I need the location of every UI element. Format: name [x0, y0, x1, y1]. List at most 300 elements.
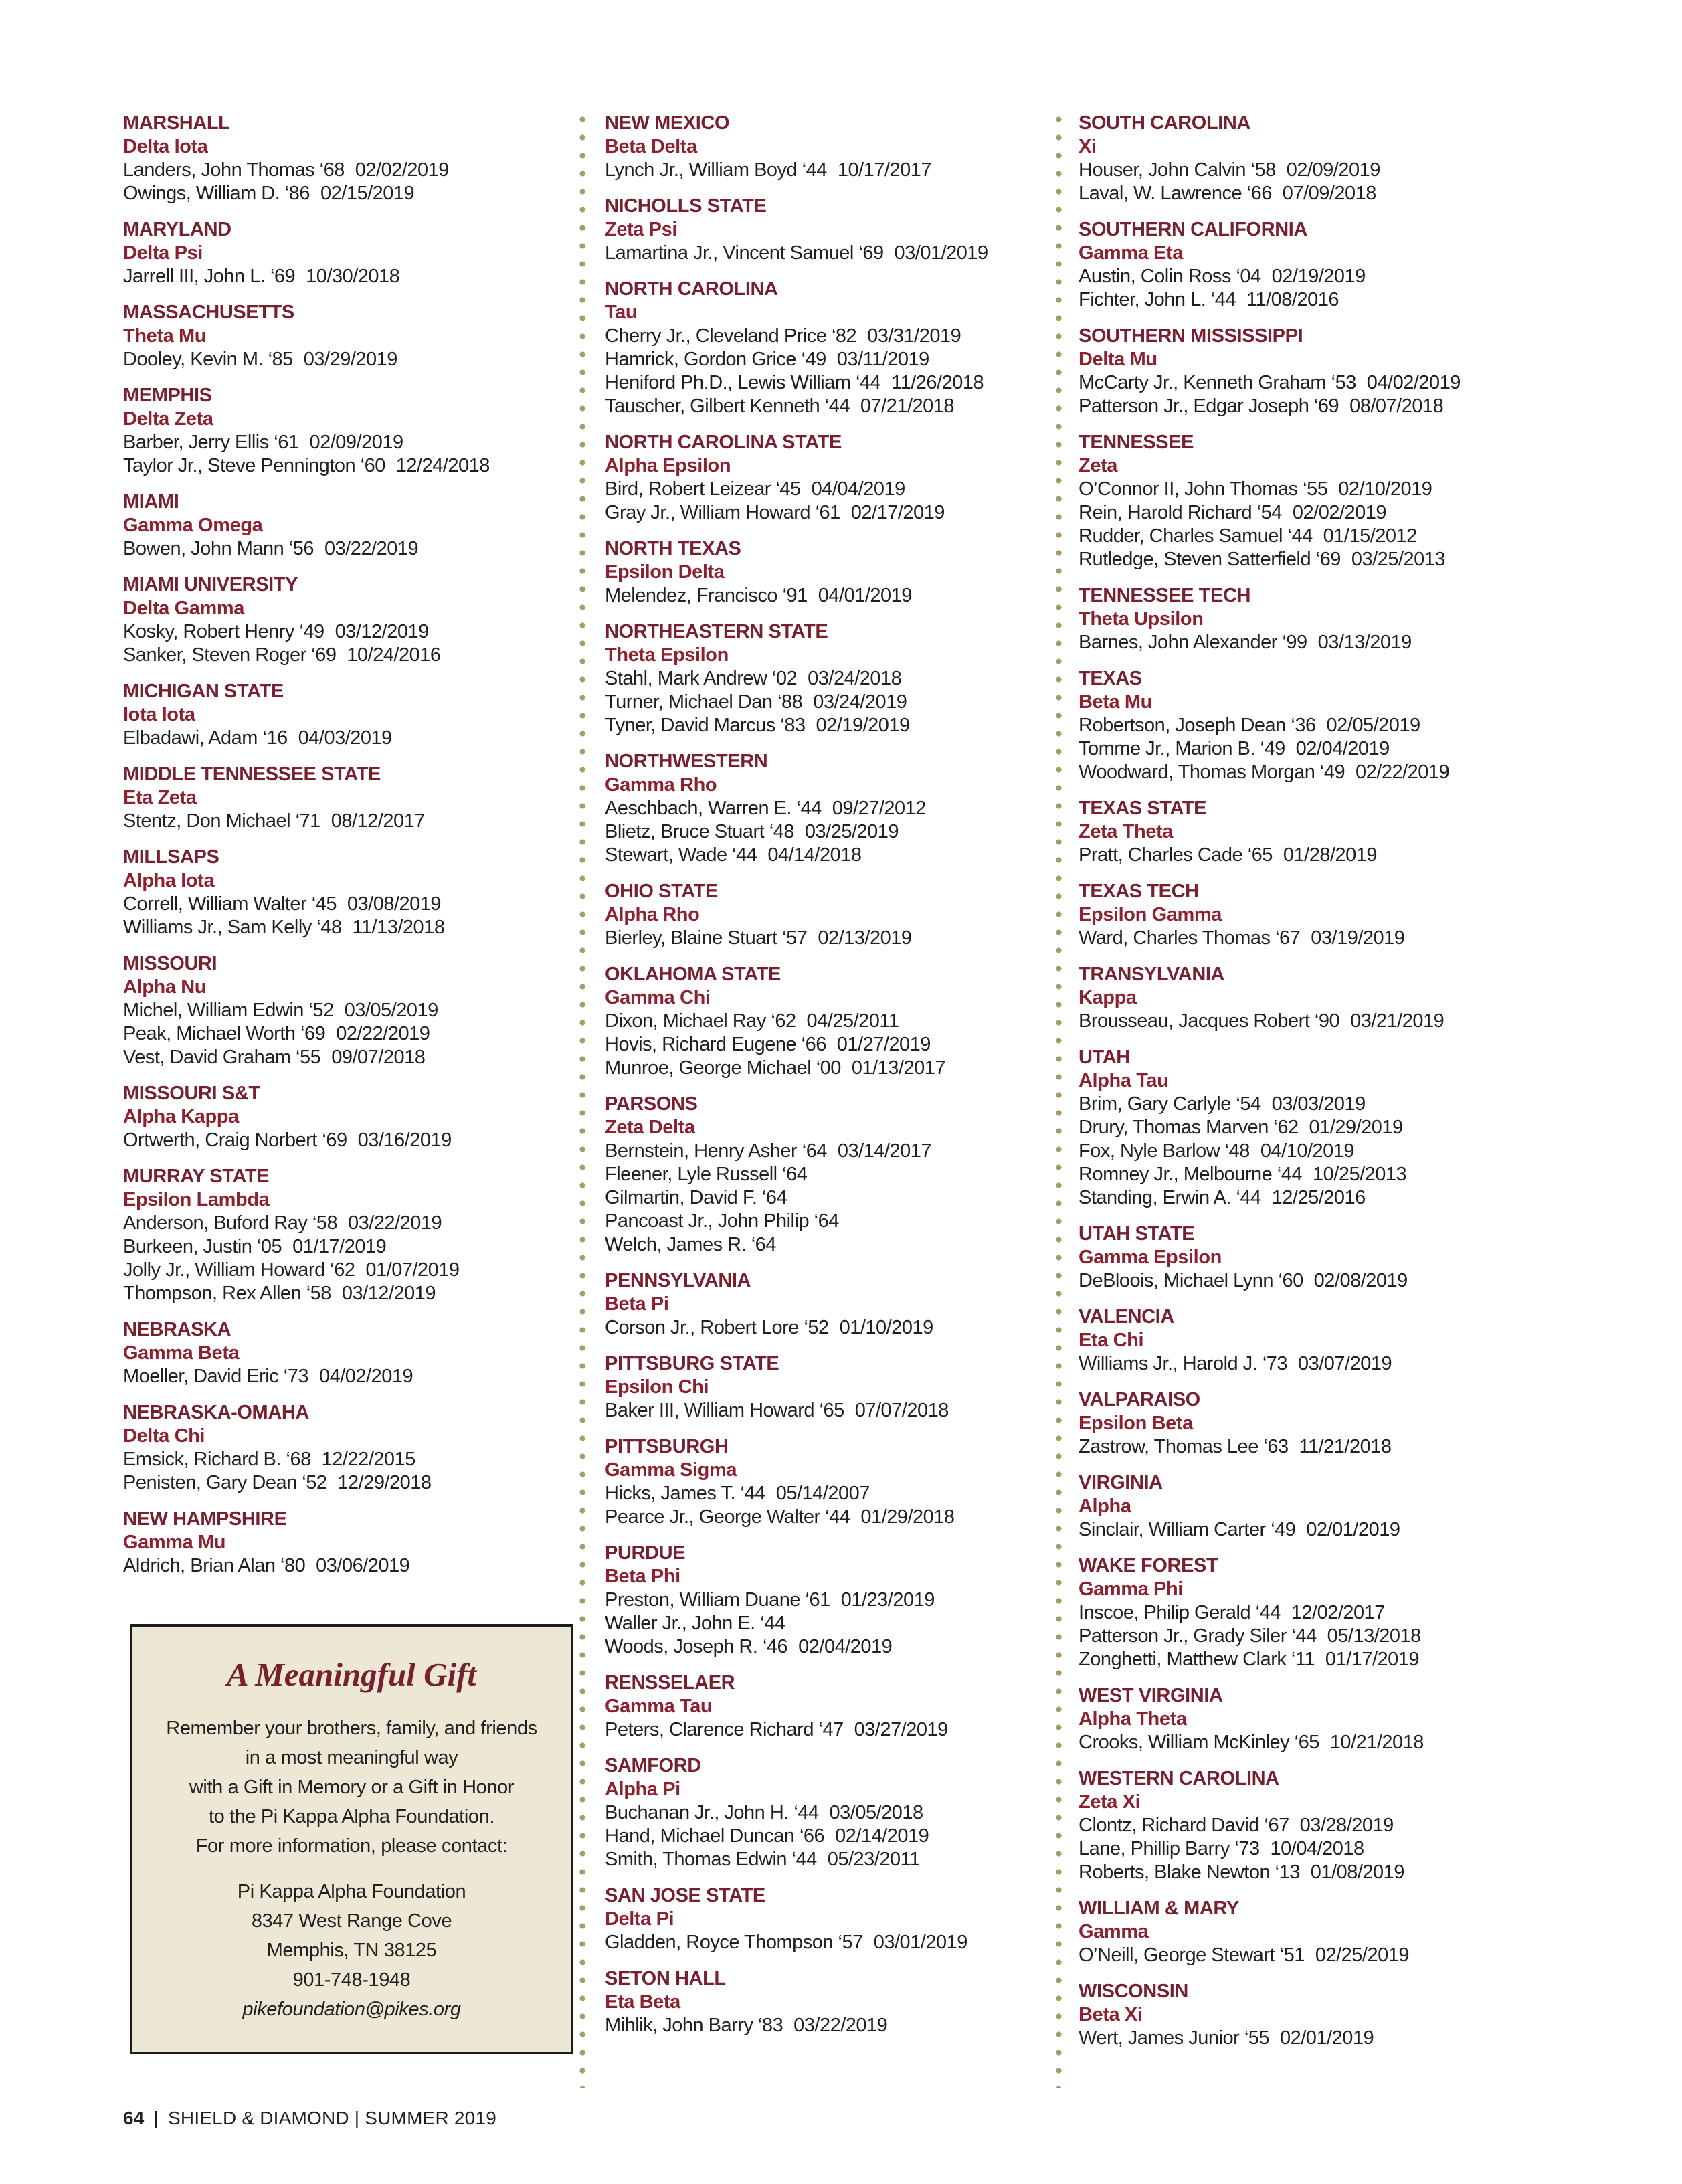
member-death-date: 01/07/2019 [365, 1259, 460, 1281]
school-name: NEBRASKA-OMAHA [123, 1402, 309, 1423]
chapter-section [605, 195, 1058, 265]
page-number: 64 [123, 2108, 145, 2128]
member-name: Fox, Nyle Barlow ‘48 [1079, 1140, 1250, 1162]
member-death-date: 05/23/2011 [827, 1849, 920, 1870]
gift-box-body-line: For more information, please contact: [195, 1835, 508, 1857]
member-row [1079, 1648, 1531, 1671]
member-row [1079, 844, 1531, 867]
chapter-name: Theta Mu [123, 325, 207, 347]
gift-box-contact [146, 1877, 557, 1995]
gift-box-body [146, 1714, 557, 1861]
chapter-name: Iota Iota [123, 704, 195, 725]
chapter-section [1079, 963, 1531, 1033]
school-name: MASSACHUSETTS [123, 302, 294, 323]
member-death-date: 03/21/2019 [1350, 1010, 1444, 1032]
member-name: Preston, William Duane ‘61 [605, 1589, 830, 1611]
member-name: Ward, Charles Thomas ‘67 [1079, 927, 1301, 949]
member-death-date: 07/07/2018 [854, 1400, 949, 1421]
chapter-name: Xi [1079, 136, 1097, 157]
chapter-section [1079, 1684, 1531, 1754]
school-name: UTAH STATE [1079, 1223, 1195, 1245]
member-name: Williams Jr., Harold J. ‘73 [1079, 1353, 1288, 1374]
member-death-date: 03/31/2019 [867, 325, 961, 347]
member-name: Jarrell III, John L. ‘69 [123, 266, 296, 287]
member-death-date: 03/22/2019 [324, 538, 419, 559]
member-row [1079, 1861, 1531, 1884]
chapter-name: Alpha Pi [605, 1779, 680, 1800]
member-death-date: 02/02/2019 [355, 159, 449, 181]
chapter-section [1079, 880, 1531, 950]
chapter-section [123, 763, 583, 833]
member-name: Gladden, Royce Thompson ‘57 [605, 1932, 863, 1953]
chapter-name: Alpha Iota [123, 870, 215, 891]
school-name: WAKE FOREST [1079, 1555, 1218, 1576]
member-row [1079, 1010, 1531, 1033]
member-death-date: 02/22/2019 [336, 1023, 430, 1044]
member-name: Hamrick, Gordon Grice ‘49 [605, 349, 826, 370]
member-name: Smith, Thomas Edwin ‘44 [605, 1849, 817, 1870]
chapter-name: Delta Pi [605, 1908, 674, 1930]
school-name: WISCONSIN [1079, 1981, 1188, 2002]
member-death-date: 03/22/2019 [348, 1212, 442, 1234]
school-name: MISSOURI S&T [123, 1083, 260, 1104]
chapter-name: Theta Epsilon [605, 644, 729, 666]
member-row [1079, 1625, 1531, 1648]
member-death-date: 02/17/2019 [850, 502, 945, 523]
member-row [1079, 1093, 1531, 1116]
member-name: Heniford Ph.D., Lewis William ‘44 [605, 372, 881, 393]
member-name: Mihlik, John Barry ‘83 [605, 2015, 783, 2036]
member-row [1079, 1814, 1531, 1837]
member-death-date: 04/25/2011 [806, 1010, 899, 1032]
member-name: Bowen, John Mann ‘56 [123, 538, 314, 559]
chapter-name: Delta Chi [123, 1425, 205, 1447]
member-death-date: 02/19/2019 [1271, 266, 1366, 287]
member-row [1079, 1837, 1531, 1861]
member-death-date: 03/01/2019 [873, 1932, 967, 1953]
chapter-section [1079, 1554, 1531, 1671]
member-name: Anderson, Buford Ray ‘58 [123, 1212, 338, 1234]
member-name: Sanker, Steven Roger ‘69 [123, 644, 337, 666]
school-name: TEXAS STATE [1079, 798, 1207, 819]
school-name: MEMPHIS [123, 385, 212, 406]
school-name: UTAH [1079, 1046, 1130, 1068]
chapter-name: Tau [605, 302, 638, 323]
member-death-date: 01/13/2017 [851, 1057, 946, 1079]
member-death-date: 12/25/2016 [1271, 1187, 1366, 1208]
school-name: VALENCIA [1079, 1306, 1174, 1328]
school-name: PITTSBURG STATE [605, 1353, 779, 1374]
member-death-date: 07/21/2018 [860, 395, 955, 417]
member-name: Laval, W. Lawrence ‘66 [1079, 183, 1272, 204]
member-name: Kosky, Robert Henry ‘49 [123, 621, 324, 642]
member-name: Aeschbach, Warren E. ‘44 [605, 798, 822, 819]
chapter-section [123, 846, 583, 939]
school-name: WESTERN CAROLINA [1079, 1768, 1279, 1789]
member-row [123, 454, 583, 478]
school-name: VIRGINIA [1079, 1472, 1163, 1493]
member-death-date: 10/24/2016 [347, 644, 441, 666]
member-death-date: 02/10/2019 [1338, 478, 1432, 500]
chapter-section [605, 1093, 1058, 1257]
member-row [123, 1046, 583, 1069]
member-death-date: 08/07/2018 [1349, 395, 1444, 417]
member-name: Tomme Jr., Marion B. ‘49 [1079, 738, 1285, 759]
member-name: Landers, John Thomas ‘68 [123, 159, 345, 181]
chapter-name: Gamma Epsilon [1079, 1247, 1222, 1268]
member-name: Stentz, Don Michael ‘71 [123, 810, 320, 832]
chapter-section [123, 1165, 583, 1305]
chapter-name: Eta Beta [605, 1991, 680, 2013]
member-death-date: 03/13/2019 [1317, 632, 1412, 653]
member-name: Michel, William Edwin ‘52 [123, 1000, 334, 1021]
member-row [605, 1588, 1058, 1612]
member-name: Moeller, David Eric ‘73 [123, 1366, 308, 1387]
member-name: Lamartina Jr., Vincent Samuel ‘69 [605, 242, 884, 264]
member-row [605, 714, 1058, 737]
member-death-date: 01/15/2012 [1323, 525, 1417, 547]
member-death-date: 05/13/2018 [1327, 1625, 1421, 1647]
member-name: Corson Jr., Robert Lore ‘52 [605, 1317, 829, 1338]
member-row [605, 2014, 1058, 2037]
member-name: Patterson Jr., Edgar Joseph ‘69 [1079, 395, 1339, 417]
chapter-name: Alpha Tau [1079, 1070, 1169, 1091]
school-name: SOUTHERN MISSISSIPPI [1079, 325, 1303, 347]
chapter-section [605, 1269, 1058, 1340]
member-name: Tyner, David Marcus ‘83 [605, 715, 806, 736]
member-name: Dixon, Michael Ray ‘62 [605, 1010, 796, 1032]
member-death-date: 03/24/2018 [808, 668, 902, 689]
chapter-name: Delta Mu [1079, 349, 1157, 370]
member-death-date: 12/02/2017 [1291, 1602, 1385, 1623]
member-name: Baker III, William Howard ‘65 [605, 1400, 844, 1421]
chapter-name: Delta Zeta [123, 408, 213, 430]
member-death-date: 03/14/2017 [837, 1140, 932, 1162]
member-death-date: 04/02/2019 [1366, 372, 1461, 393]
member-name: Zastrow, Thomas Lee ‘63 [1079, 1436, 1289, 1457]
member-name: Aldrich, Brian Alan ‘80 [123, 1555, 306, 1576]
chapter-section [123, 301, 583, 371]
member-name: Taylor Jr., Steve Pennington ‘60 [123, 455, 385, 476]
chapter-section [1079, 325, 1531, 418]
member-name: Pancoast Jr., John Philip ‘64 [605, 1210, 839, 1232]
member-death-date: 11/26/2018 [891, 372, 984, 393]
member-name: Wert, James Junior ‘55 [1079, 2027, 1270, 2049]
member-name: Houser, John Calvin ‘58 [1079, 159, 1276, 181]
member-name: Gray Jr., William Howard ‘61 [605, 502, 840, 523]
member-row [123, 1365, 583, 1388]
dotted-column-divider [579, 110, 585, 2088]
school-name: WILLIAM & MARY [1079, 1898, 1239, 1919]
member-death-date: 09/27/2012 [832, 798, 926, 819]
member-death-date: 03/01/2019 [894, 242, 988, 264]
school-name: NORTHWESTERN [605, 751, 768, 772]
member-row [605, 691, 1058, 714]
school-name: SAN JOSE STATE [605, 1885, 765, 1906]
member-row [1079, 1601, 1531, 1625]
school-name: PURDUE [605, 1542, 686, 1564]
member-row [605, 1163, 1058, 1186]
chapter-section [605, 112, 1058, 182]
member-row [123, 1129, 583, 1152]
member-death-date: 02/13/2019 [818, 927, 912, 949]
chapter-name: Gamma Tau [605, 1696, 713, 1717]
member-row [605, 501, 1058, 525]
footer-separator: | [153, 2108, 159, 2128]
member-death-date: 04/02/2019 [318, 1366, 413, 1387]
member-death-date: 02/15/2019 [320, 183, 415, 204]
chapter-name: Gamma [1079, 1921, 1149, 1942]
school-name: MIAMI UNIVERSITY [123, 574, 298, 596]
member-death-date: 02/09/2019 [1286, 159, 1380, 181]
member-row [1079, 548, 1531, 571]
member-row [605, 348, 1058, 371]
chapter-section [123, 573, 583, 667]
chapter-name: Zeta Theta [1079, 821, 1174, 842]
chapter-section [605, 1671, 1058, 1742]
member-row [123, 159, 583, 182]
member-name: Bernstein, Henry Asher ‘64 [605, 1140, 827, 1162]
chapter-name: Epsilon Beta [1079, 1413, 1193, 1434]
member-death-date: 10/25/2013 [1313, 1164, 1407, 1185]
member-name: Emsick, Richard B. ‘68 [123, 1449, 311, 1470]
member-death-date: 02/25/2019 [1315, 1944, 1409, 1966]
chapter-name: Eta Chi [1079, 1330, 1144, 1351]
member-name: Stahl, Mark Andrew ‘02 [605, 668, 798, 689]
member-row [605, 1140, 1058, 1163]
member-name: Zonghetti, Matthew Clark ‘11 [1079, 1649, 1315, 1670]
member-name: Sinclair, William Carter ‘49 [1079, 1519, 1296, 1540]
chapter-name: Alpha Rho [605, 904, 700, 925]
school-name: NICHOLLS STATE [605, 195, 767, 217]
member-row [123, 1235, 583, 1259]
member-death-date: 12/24/2018 [395, 455, 490, 476]
chapter-name: Gamma Rho [605, 774, 717, 796]
member-death-date: 10/17/2017 [837, 159, 932, 181]
member-name: Austin, Colin Ross ‘04 [1079, 266, 1261, 287]
member-death-date: 01/29/2019 [1309, 1117, 1403, 1138]
gift-box-title: A Meaningful Gift [226, 1656, 477, 1693]
member-row [605, 584, 1058, 608]
chapter-section [123, 1318, 583, 1388]
chapter-name: Gamma Beta [123, 1342, 240, 1364]
chapter-name: Epsilon Gamma [1079, 904, 1222, 925]
member-name: Bierley, Blaine Stuart ‘57 [605, 927, 808, 949]
school-name: MIAMI [123, 491, 179, 513]
member-name: Burkeen, Justin ‘05 [123, 1236, 282, 1257]
school-name: PITTSBURGH [605, 1436, 729, 1457]
member-death-date: 03/27/2019 [854, 1719, 948, 1740]
school-name: TEXAS [1079, 668, 1142, 689]
member-row [1079, 761, 1531, 784]
chapter-section [605, 278, 1058, 418]
chapter-section [605, 963, 1058, 1080]
chapter-name: Epsilon Lambda [123, 1189, 270, 1210]
chapter-name: Alpha Nu [123, 976, 207, 998]
member-row [1079, 1435, 1531, 1459]
member-row [1079, 182, 1531, 205]
chapter-section [123, 1401, 583, 1495]
school-name: OKLAHOMA STATE [605, 964, 781, 985]
member-row [605, 242, 1058, 265]
member-name: Correll, William Walter ‘45 [123, 893, 337, 915]
school-name: MIDDLE TENNESSEE STATE [123, 763, 381, 785]
member-death-date: 02/09/2019 [309, 432, 403, 453]
member-death-date: 07/09/2018 [1282, 183, 1376, 204]
member-name: Melendez, Francisco ‘91 [605, 585, 808, 606]
member-name: Buchanan Jr., John H. ‘44 [605, 1802, 819, 1823]
chapter-section [1079, 584, 1531, 654]
chapter-section [1079, 797, 1531, 867]
member-row [605, 395, 1058, 418]
member-row [123, 1212, 583, 1235]
member-death-date: 05/14/2007 [775, 1483, 870, 1504]
member-row [1079, 525, 1531, 548]
chapter-name: Eta Zeta [123, 787, 197, 808]
chapter-name: Alpha Epsilon [605, 455, 731, 476]
member-row [123, 431, 583, 454]
member-death-date: 03/25/2013 [1351, 549, 1445, 570]
member-death-date: 04/04/2019 [811, 478, 905, 500]
member-name: Fleener, Lyle Russell ‘64 [605, 1164, 808, 1185]
chapter-name: Theta Upsilon [1079, 608, 1204, 630]
member-row [605, 1210, 1058, 1233]
school-name: NEW HAMPSHIRE [123, 1508, 287, 1530]
member-name: Barnes, John Alexander ‘99 [1079, 632, 1307, 653]
school-name: NEBRASKA [123, 1319, 231, 1340]
member-death-date: 04/03/2019 [298, 727, 392, 749]
chapter-name: Zeta Xi [1079, 1791, 1141, 1813]
chapter-section [1079, 1471, 1531, 1542]
member-death-date: 03/24/2019 [813, 691, 907, 713]
school-name: NORTHEASTERN STATE [605, 621, 828, 642]
school-name: PARSONS [605, 1093, 698, 1115]
school-name: SOUTH CAROLINA [1079, 112, 1251, 134]
member-death-date: 01/17/2019 [292, 1236, 387, 1257]
school-name: SETON HALL [605, 1968, 726, 1989]
school-name: MARSHALL [123, 112, 230, 134]
chapter-section [1079, 218, 1531, 312]
chapter-name: Beta Mu [1079, 691, 1152, 713]
chapter-name: Alpha Theta [1079, 1708, 1187, 1730]
chapter-name: Beta Phi [605, 1566, 680, 1587]
school-name: PENNSYLVANIA [605, 1270, 751, 1291]
member-row [1079, 159, 1531, 182]
gift-box-body-line: Remember your brothers, family, and friends [166, 1718, 537, 1739]
member-death-date: 01/27/2019 [836, 1034, 931, 1055]
member-row [1079, 265, 1531, 288]
chapter-section [605, 1754, 1058, 1872]
member-row [605, 1931, 1058, 1954]
member-name: Woodward, Thomas Morgan ‘49 [1079, 761, 1345, 783]
member-row [123, 620, 583, 644]
dotted-column-divider [1056, 110, 1062, 2088]
member-row [1079, 478, 1531, 501]
member-death-date: 12/22/2015 [321, 1449, 415, 1470]
member-row [1079, 2027, 1531, 2050]
member-name: Hicks, James T. ‘44 [605, 1483, 765, 1504]
member-death-date: 04/01/2019 [818, 585, 912, 606]
member-name: Standing, Erwin A. ‘44 [1079, 1187, 1261, 1208]
member-row [123, 537, 583, 561]
member-row [605, 478, 1058, 501]
member-death-date: 02/04/2019 [798, 1636, 893, 1657]
member-row [1079, 927, 1531, 950]
member-name: Romney Jr., Melbourne ‘44 [1079, 1164, 1303, 1185]
chapter-section [123, 680, 583, 750]
member-row [1079, 1731, 1531, 1754]
member-name: Hand, Michael Duncan ‘66 [605, 1825, 825, 1847]
school-name: NORTH CAROLINA [605, 278, 778, 300]
chapter-section [1079, 1980, 1531, 2050]
member-death-date: 02/14/2019 [835, 1825, 929, 1847]
school-name: OHIO STATE [605, 881, 718, 902]
member-death-date: 10/30/2018 [306, 266, 400, 287]
chapter-section [123, 490, 583, 561]
member-name: Gilmartin, David F. ‘64 [605, 1187, 787, 1208]
member-row [123, 810, 583, 833]
school-name: MICHIGAN STATE [123, 680, 284, 702]
member-name: Clontz, Richard David ‘67 [1079, 1815, 1289, 1836]
member-row [1079, 1140, 1531, 1163]
member-row [1079, 1116, 1531, 1140]
school-name: SAMFORD [605, 1755, 701, 1777]
member-row [605, 1635, 1058, 1659]
member-name: Rutledge, Steven Satterfield ‘69 [1079, 549, 1341, 570]
member-death-date: 10/04/2018 [1270, 1838, 1364, 1859]
chapter-name: Beta Delta [605, 136, 697, 157]
member-name: Bird, Robert Leizear ‘45 [605, 478, 801, 500]
chapter-section [1079, 1767, 1531, 1884]
chapter-section [123, 1508, 583, 1578]
school-name: WEST VIRGINIA [1079, 1685, 1223, 1706]
chapter-section [605, 431, 1058, 525]
member-row [605, 1848, 1058, 1872]
chapter-name: Zeta Delta [605, 1117, 695, 1138]
member-death-date: 03/11/2019 [836, 349, 929, 370]
school-name: MARYLAND [123, 219, 231, 240]
chapter-name: Zeta Psi [605, 219, 678, 240]
member-row [123, 916, 583, 939]
member-row [1079, 395, 1531, 418]
gift-box-contact-line: Pi Kappa Alpha Foundation [237, 1881, 466, 1902]
member-name: Blietz, Bruce Stuart ‘48 [605, 821, 794, 842]
chapter-section [1079, 1222, 1531, 1293]
member-name: O’Neill, George Stewart ‘51 [1079, 1944, 1305, 1966]
school-name: NORTH CAROLINA STATE [605, 432, 842, 453]
member-name: Jolly Jr., William Howard ‘62 [123, 1259, 355, 1281]
member-name: Hovis, Richard Eugene ‘66 [605, 1034, 826, 1055]
member-name: Dooley, Kevin M. ‘85 [123, 349, 293, 370]
member-row [605, 1801, 1058, 1825]
member-death-date: 01/28/2019 [1283, 844, 1378, 866]
member-name: Vest, David Graham ‘55 [123, 1046, 321, 1068]
member-row [123, 644, 583, 667]
member-row [605, 667, 1058, 691]
member-death-date: 11/13/2018 [352, 917, 445, 938]
member-name: Williams Jr., Sam Kelly ‘48 [123, 917, 342, 938]
member-death-date: 02/01/2019 [1279, 2027, 1374, 2049]
member-row [1079, 501, 1531, 525]
member-name: Owings, William D. ‘86 [123, 183, 310, 204]
member-name: Peters, Clarence Richard ‘47 [605, 1719, 844, 1740]
gift-box-ad [130, 1624, 573, 2054]
member-death-date: 03/12/2019 [341, 1283, 436, 1304]
member-death-date: 02/04/2019 [1295, 738, 1390, 759]
member-death-date: 03/05/2018 [829, 1802, 923, 1823]
gift-box-contact-line: Memphis, TN 38125 [266, 1940, 437, 1961]
member-row [123, 265, 583, 288]
